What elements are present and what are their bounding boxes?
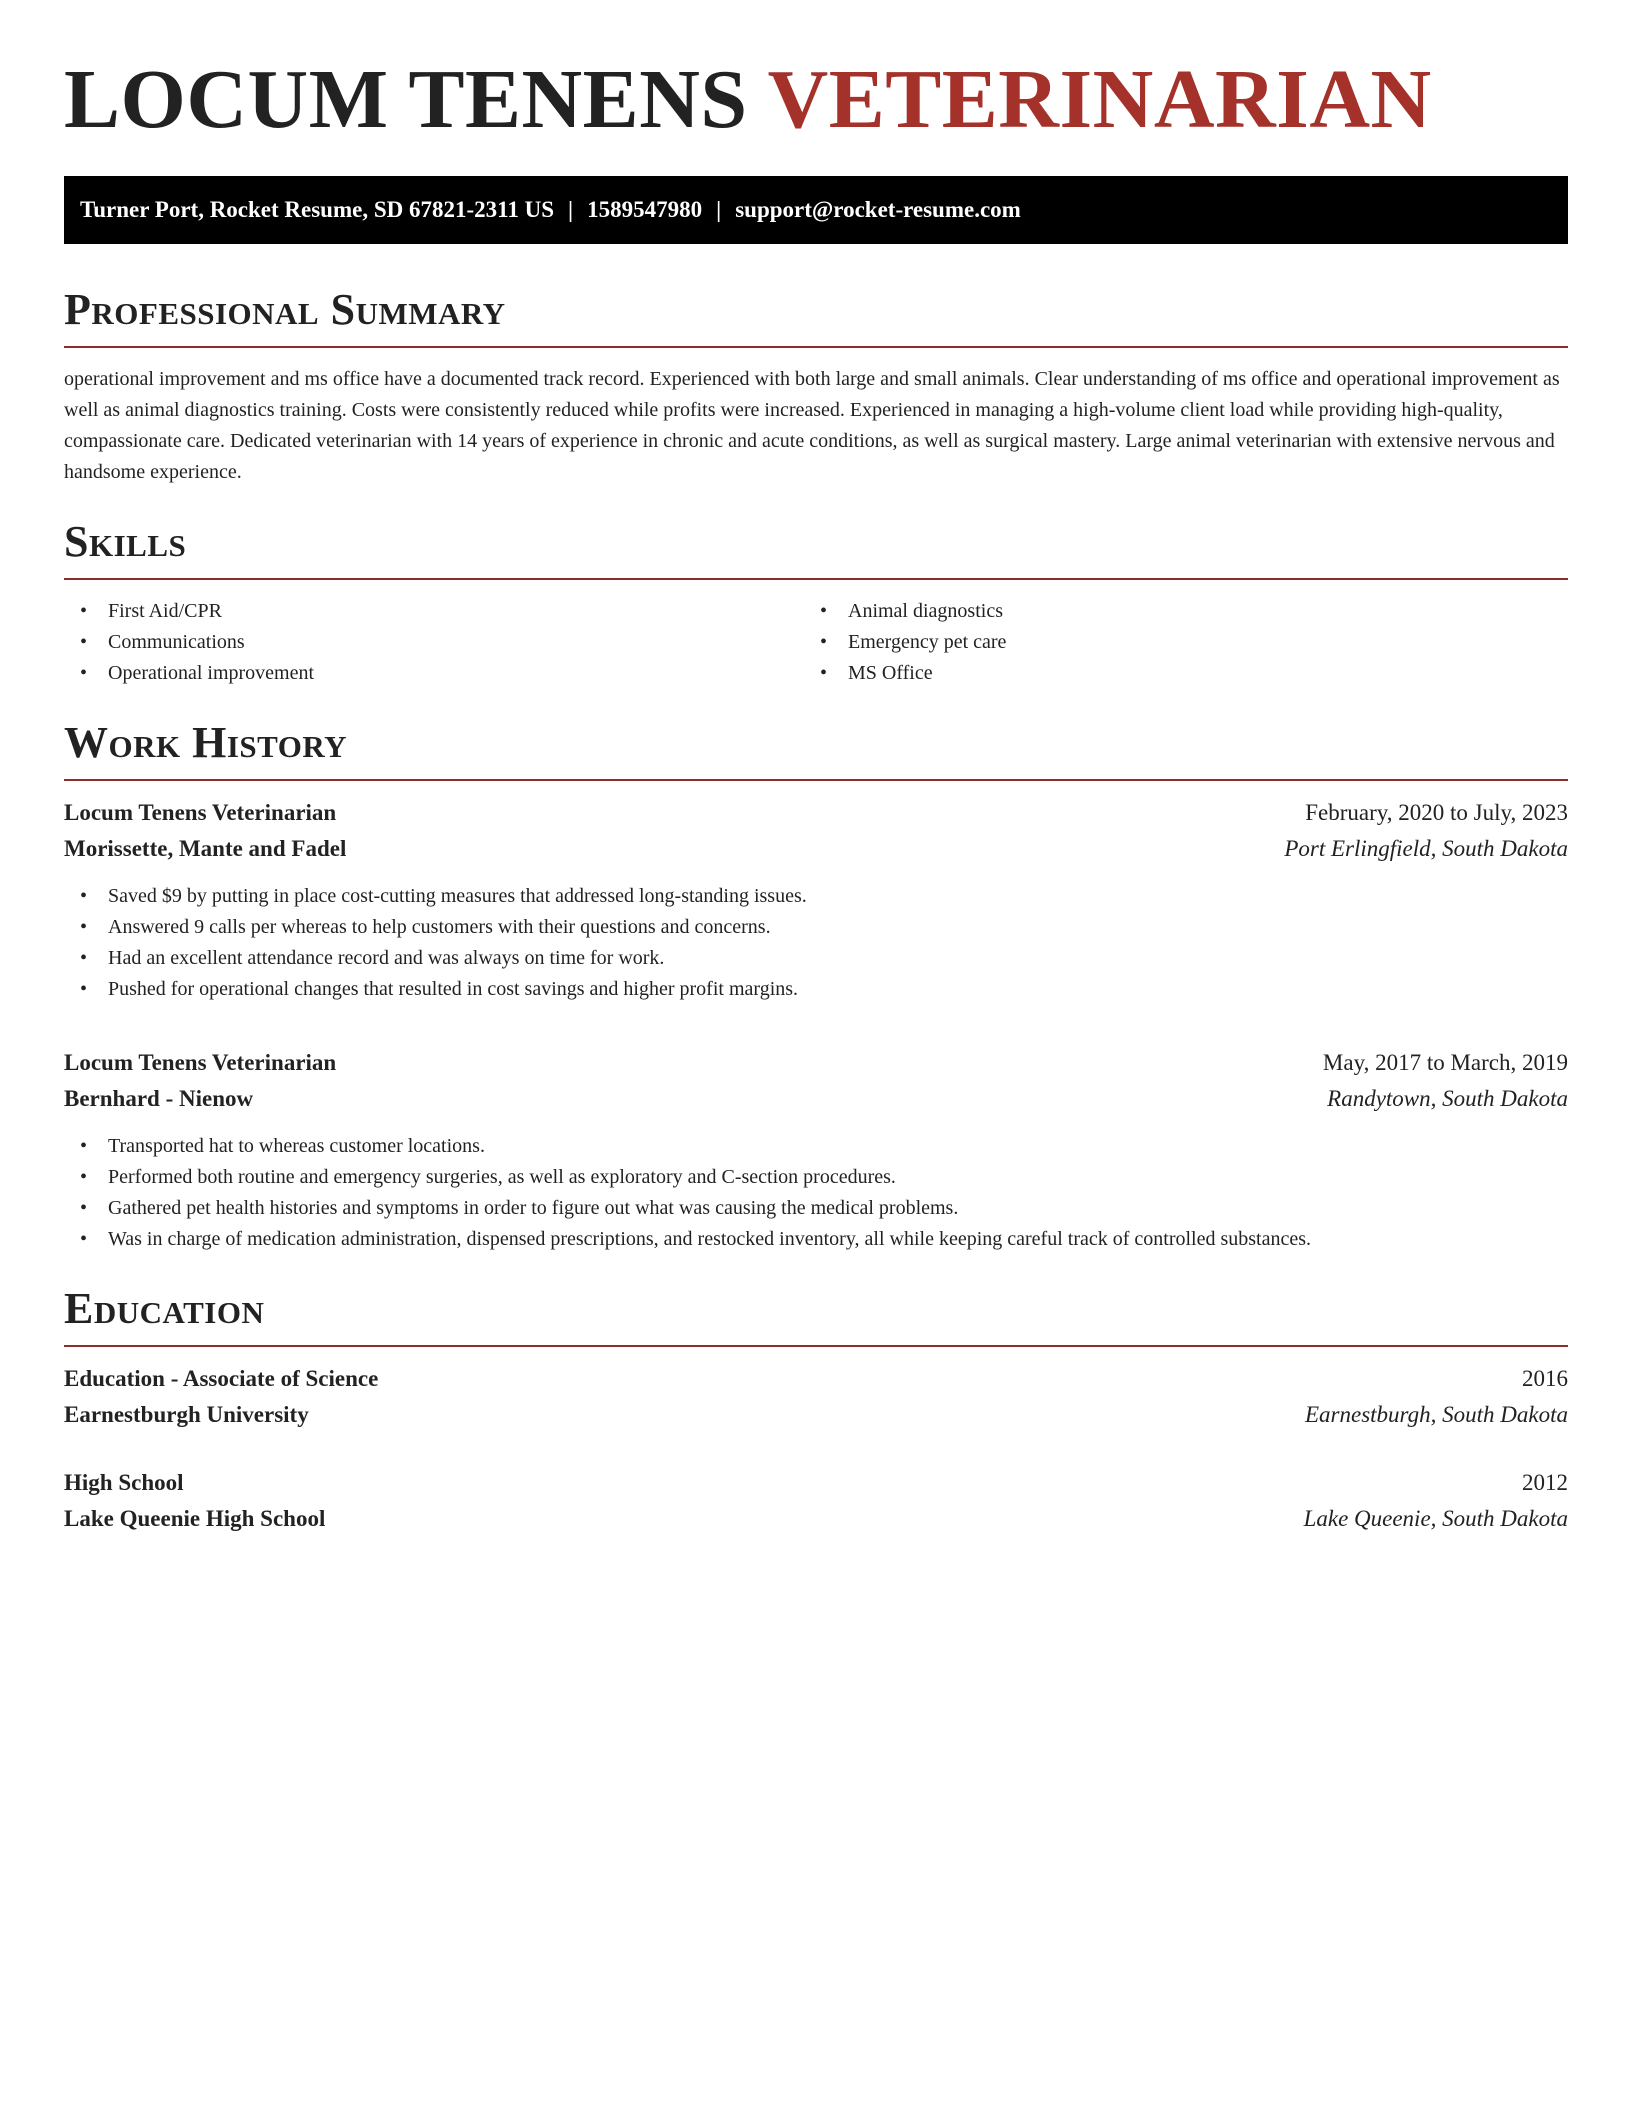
- contact-email: support@rocket-resume.com: [735, 197, 1021, 222]
- skill-item: • First Aid/CPR: [64, 596, 804, 627]
- skill-item: • Emergency pet care: [804, 627, 1544, 658]
- contact-separator: |: [568, 197, 574, 222]
- education-header-row: [64, 1465, 1568, 1501]
- summary-text: operational improvement and ms office have a documented track record. Experienced with both large and small animals. Clear understanding of ms office and operational improvement as well as animal diagnostics training. Costs were consistently reduced while profits were increased. Experienced in managing a high-volume client load while providing high-quality, compassionate care. Dedicated veterinarian with 14 years of experience in chronic and acute conditions, as well as surgical mastery. Large animal veterinarian with extensive nervous and handsome experience.: [64, 368, 1560, 483]
- job-location: Port Erlingfield, South Dakota: [1284, 836, 1568, 861]
- contact-address: Turner Port, Rocket Resume, SD 67821-2311 US: [80, 197, 555, 222]
- job-location: Randytown, South Dakota: [1327, 1086, 1568, 1111]
- job-header-row: [64, 795, 1568, 831]
- education-entry: [64, 1361, 1568, 1433]
- job-company: Bernhard - Nienow: [64, 1086, 254, 1111]
- education-entry: [64, 1465, 1568, 1537]
- education-header-row: [64, 1361, 1568, 1397]
- job-company: Morissette, Mante and Fadel: [64, 836, 347, 861]
- contact-bar: [64, 176, 1568, 244]
- section-divider: [64, 1345, 1568, 1347]
- skill-item: • Animal diagnostics: [804, 596, 1544, 627]
- job-bullets: [64, 1131, 1568, 1255]
- job-bullet: • Was in charge of medication administration, dispensed prescriptions, and restocked inventory, all while keeping careful track of controlled substances.: [64, 1224, 1568, 1255]
- job-dates: February, 2020 to July, 2023: [1305, 800, 1568, 825]
- resume-page: [64, 0, 1568, 1537]
- job-entry: [64, 1045, 1568, 1255]
- job-header-row: [64, 1045, 1568, 1081]
- resume-title: [64, 0, 1568, 148]
- education-heading: Education: [64, 1284, 265, 1333]
- skills-column-left: [64, 596, 804, 689]
- job-bullets: [64, 881, 1568, 1005]
- job-entry: [64, 795, 1568, 1005]
- job-title: Locum Tenens Veterinarian: [64, 800, 337, 825]
- section-divider: [64, 578, 1568, 580]
- job-bullet: • Saved $9 by putting in place cost-cutting measures that addressed long-standing issues.: [64, 881, 1568, 912]
- skills-column-right: [804, 596, 1544, 689]
- education-location: Earnestburgh, South Dakota: [1305, 1402, 1568, 1427]
- section-divider: [64, 346, 1568, 348]
- education-school-row: [64, 1501, 1568, 1537]
- education-school-row: [64, 1397, 1568, 1433]
- work-history-heading: Work History: [64, 718, 348, 767]
- contact-separator: |: [716, 197, 722, 222]
- job-bullet: • Pushed for operational changes that resulted in cost savings and higher profit margins.: [64, 974, 1568, 1005]
- skill-item: • MS Office: [804, 658, 1544, 689]
- education-year: 2016: [1522, 1366, 1568, 1391]
- education-degree: High School: [64, 1470, 184, 1495]
- job-bullet: • Performed both routine and emergency surgeries, as well as exploratory and C-section procedures.: [64, 1162, 1568, 1193]
- skills-list: [64, 596, 1568, 689]
- job-bullet: • Gathered pet health histories and symptoms in order to figure out what was causing the medical problems.: [64, 1193, 1568, 1224]
- job-bullet: • Had an excellent attendance record and was always on time for work.: [64, 943, 1568, 974]
- education-degree: Education - Associate of Science: [64, 1366, 379, 1391]
- summary-heading: Professional Summary: [64, 285, 506, 334]
- skill-item: • Operational improvement: [64, 658, 804, 689]
- education-school: Earnestburgh University: [64, 1402, 309, 1427]
- title-part-role: VETERINARIAN: [767, 53, 1432, 146]
- job-title: Locum Tenens Veterinarian: [64, 1050, 337, 1075]
- contact-phone: 1589547980: [587, 197, 703, 222]
- education-school: Lake Queenie High School: [64, 1506, 326, 1531]
- job-company-row: [64, 831, 1568, 867]
- skill-item: • Communications: [64, 627, 804, 658]
- section-divider: [64, 779, 1568, 781]
- title-part-job: LOCUM TENENS: [64, 53, 748, 146]
- job-company-row: [64, 1081, 1568, 1117]
- education-year: 2012: [1522, 1470, 1568, 1495]
- skills-heading: Skills: [64, 517, 187, 566]
- education-location: Lake Queenie, South Dakota: [1303, 1506, 1568, 1531]
- job-bullet: • Transported hat to whereas customer locations.: [64, 1131, 1568, 1162]
- job-dates: May, 2017 to March, 2019: [1322, 1050, 1568, 1075]
- job-bullet: • Answered 9 calls per whereas to help customers with their questions and concerns.: [64, 912, 1568, 943]
